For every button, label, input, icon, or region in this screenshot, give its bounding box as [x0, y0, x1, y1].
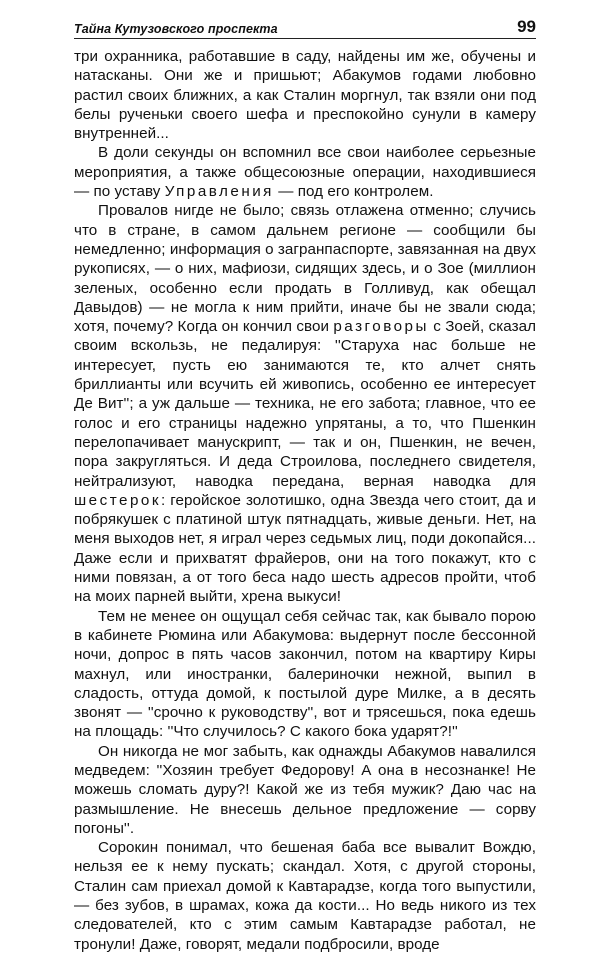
paragraph-3-part-5: : геройское золотишко, одна Звезда чего стоит, да и побрякушек с платиной штук пятнадцать, живые деньги. Нет, на меня выходов нет, я играл через седьмых лиц, поди докопайся... Даже если и прихватят фрайеров, они на того покажут, кто с ними повязан, а от того беса надо шесть адресов пройти, чтоб на моих парней выйти, хрена выкуси! [74, 491, 536, 606]
book-page [74, 14, 536, 954]
paragraph-6: Сорокин понимал, что бешеная баба все вывалит Вождю, нельзя ее к нему пускать; скандал. Хотя, с другой стороны, Сталин сам приехал домой к Кавтарадзе, когда того выпустили, — без зубов, в шрамах, кожа да кости... Но ведь никого из тех следователей, кто с этим самым Кавтарадзе работал, не тронули! Даже, говорят, медали подбросили, вроде [74, 839, 536, 953]
paragraph-5: Он никогда не мог забыть, как однажды Абакумов навалился медведем: ''Хозяин требует Федорову! А она в несознанке! Не можешь сломать дуру?! Какой же из тебя мужик? Даю час на размышление. Не внесешь дельное предложение — сорву погоны''. [74, 742, 536, 837]
paragraph-2-part-1: В доли секунды он вспомнил все свои наиболее серьезные мероприятия, а также общесоюзные операции, находившиеся — по уставу [74, 144, 536, 201]
paragraph-3-part-3: с Зоей, сказал своим вскользь, не педалируя: ''Старуха нас больше не интересует, пусть ею занимаются те, кто алчет снять бриллианты или всучить ей живопись, особенно ее интересует Де Вит''; а уж дальше — техника, не его забота; главное, что ее голос и его страницы надежно упрятаны, а то, что Пшенкин перелопачивает манускрипт, — так и он, Пшенкин, не вечен, пора закругляться. И деда Строилова, последнего свидетеля, нейтрализуют, наводка передана, верная наводка для [74, 318, 536, 490]
emphasis-shesterok: шестерок [74, 491, 161, 509]
body-text [74, 47, 536, 954]
paragraph-3 [74, 201, 536, 606]
emphasis-razgovory: разговоры [333, 318, 429, 336]
emphasis-upravleniya: Управления [164, 183, 274, 201]
page-number: 99 [517, 17, 536, 36]
running-header [74, 14, 536, 39]
paragraph-1: три охранника, работавшие в саду, найдены им же, обучены и натасканы. Они же и пришьют; Абакумов годами любовно растил своих ближних, а как Сталин моргнул, так взяли они под белы рученьки своего шефа и преспокойно сунули в камеру внутренней... [74, 48, 536, 143]
paragraph-3-part-1: Провалов нигде не было; связь отлажена отменно; случись что в стране, в самом дальнем регионе — сообщили бы немедленно; информация о загранпаспорте, завязанная на двух рукописях, — о них, мафиози, сидящих здесь, и о Зое (миллион зеленых, особенно если продать в Голливуд, как обещал Давыдов) — не могла к ним прийти, иначе бы не звали сюда; хотя, почему? Когда он кончил свои [74, 202, 536, 336]
paragraph-4: Тем не менее он ощущал себя сейчас так, как бывало порою в кабинете Рюмина или Абакумова: выдернут после бессонной ночи, допрос в пять часов закончил, потом на квартиру Киры махнул, или иностранки, балериночки нежной, выпил в сладость, оттуда домой, к постылой дуре Милке, а в десять звонят — ''срочно к руководству'', вот и трясешься, пока едешь на площадь: ''Что случилось? С какого бока ударят?!'' [74, 607, 536, 741]
paragraph-2 [74, 143, 536, 201]
paragraph-2-part-3: — под его контролем. [273, 183, 434, 201]
running-title: Тайна Кутузовского проспекта [74, 22, 278, 36]
